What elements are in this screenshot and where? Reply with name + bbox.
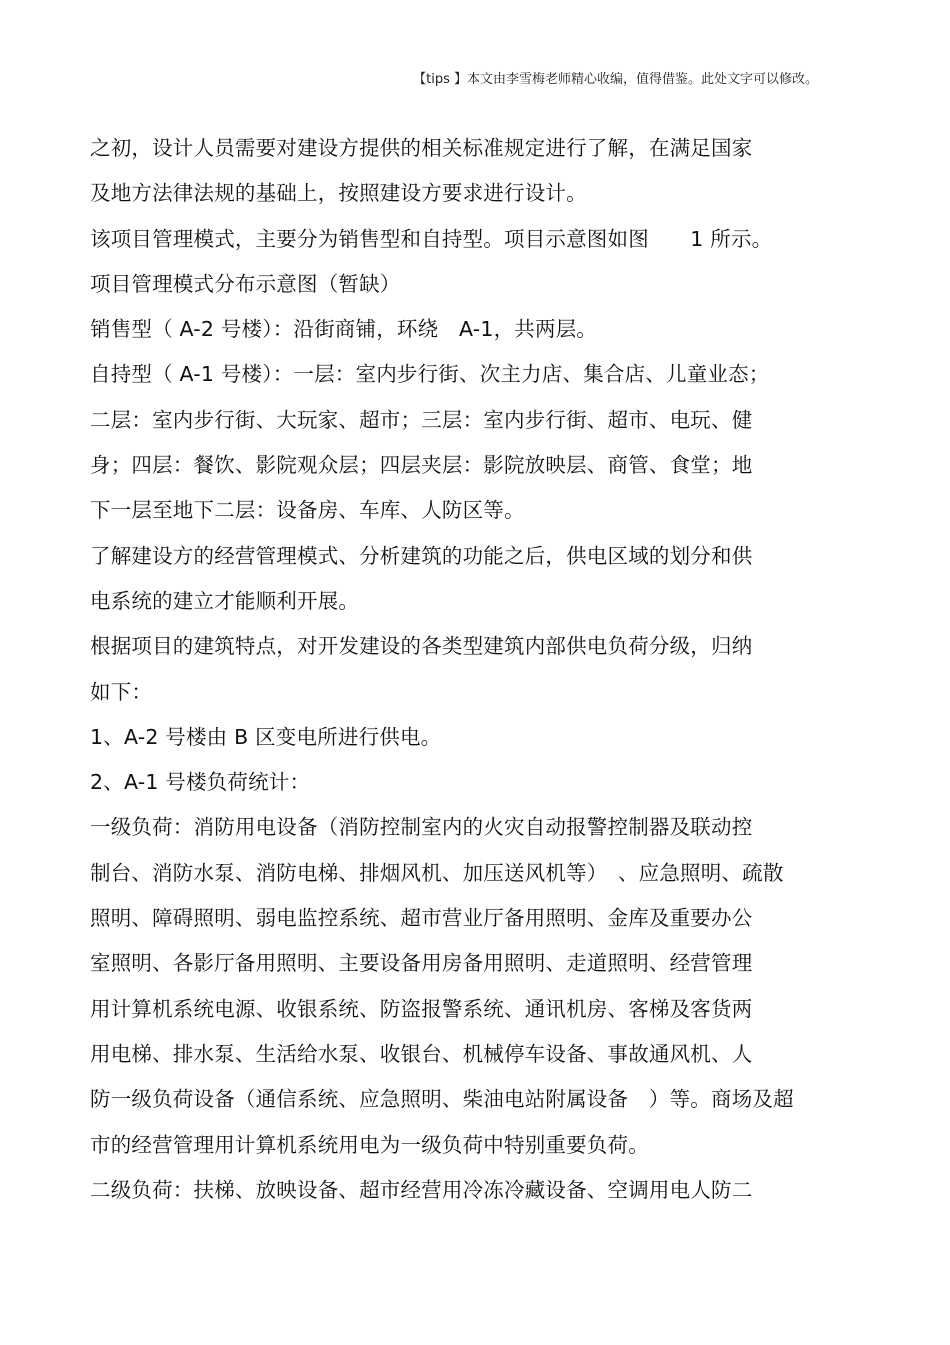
text-line: 二层：室内步行街、大玩家、超市；三层：室内步行街、超市、电玩、健 — [90, 407, 753, 432]
text-line: 室照明、各影厅备用照明、主要设备用房备用照明、走道照明、经营管理 — [90, 951, 753, 976]
text-line: 了解建设方的经营管理模式、分析建筑的功能之后，供电区域的划分和供 — [90, 543, 753, 568]
text-line: 二级负荷：扶梯、放映设备、超市经营用冷冻冷藏设备、空调用电人防二 — [90, 1177, 753, 1202]
text-line: 制台、消防水泵、消防电梯、排烟风机、加压送风机等） 、应急照明、疏散 — [90, 860, 784, 885]
text-line: 及地方法律法规的基础上，按照建设方要求进行设计。 — [90, 181, 587, 206]
document-body — [90, 126, 870, 1213]
text-line: 1、A-2 号楼由 B 区变电所进行供电。 — [90, 724, 442, 749]
text-line: 项目管理模式分布示意图（暂缺） — [90, 271, 401, 296]
text-line: 用计算机系统电源、收银系统、防盗报警系统、通讯机房、客梯及客货两 — [90, 996, 753, 1021]
text-line: 根据项目的建筑特点，对开发建设的各类型建筑内部供电负荷分级，归纳 — [90, 634, 753, 659]
text-line: 自持型（ A-1 号楼）：一层：室内步行街、次主力店、集合店、儿童业态； — [90, 362, 770, 387]
text-line: 照明、障碍照明、弱电监控系统、超市营业厅备用照明、金库及重要办公 — [90, 906, 753, 931]
text-line: 防一级负荷设备（通信系统、应急照明、柴油电站附属设备 ）等。商场及超 — [90, 1087, 794, 1112]
text-line: 市的经营管理用计算机系统用电为一级负荷中特别重要负荷。 — [90, 1132, 649, 1157]
text-line: 销售型（ A-2 号楼）：沿街商铺，环绕 A-1，共两层。 — [90, 317, 598, 342]
text-line: 身；四层：餐饮、影院观众层；四层夹层：影院放映层、商管、食堂；地 — [90, 453, 753, 478]
text-line: 之初，设计人员需要对建设方提供的相关标准规定进行了解，在满足国家 — [90, 136, 753, 160]
header-tips-note: 【tips 】本文由李雪梅老师精心收编，值得借鉴。此处文字可以修改。 — [413, 72, 818, 87]
text-line: 下一层至地下二层：设备房、车库、人防区等。 — [90, 498, 525, 523]
text-line: 该项目管理模式，主要分为销售型和自持型。项目示意图如图 1 所示。 — [90, 226, 773, 251]
text-line: 用电梯、排水泵、生活给水泵、收银台、机械停车设备、事故通风机、人 — [90, 1041, 753, 1066]
text-line: 如下： — [90, 679, 153, 704]
text-line: 2、A-1 号楼负荷统计： — [90, 770, 311, 795]
text-line: 电系统的建立才能顺利开展。 — [90, 588, 360, 613]
text-line: 一级负荷：消防用电设备（消防控制室内的火灾自动报警控制器及联动控 — [90, 815, 753, 840]
